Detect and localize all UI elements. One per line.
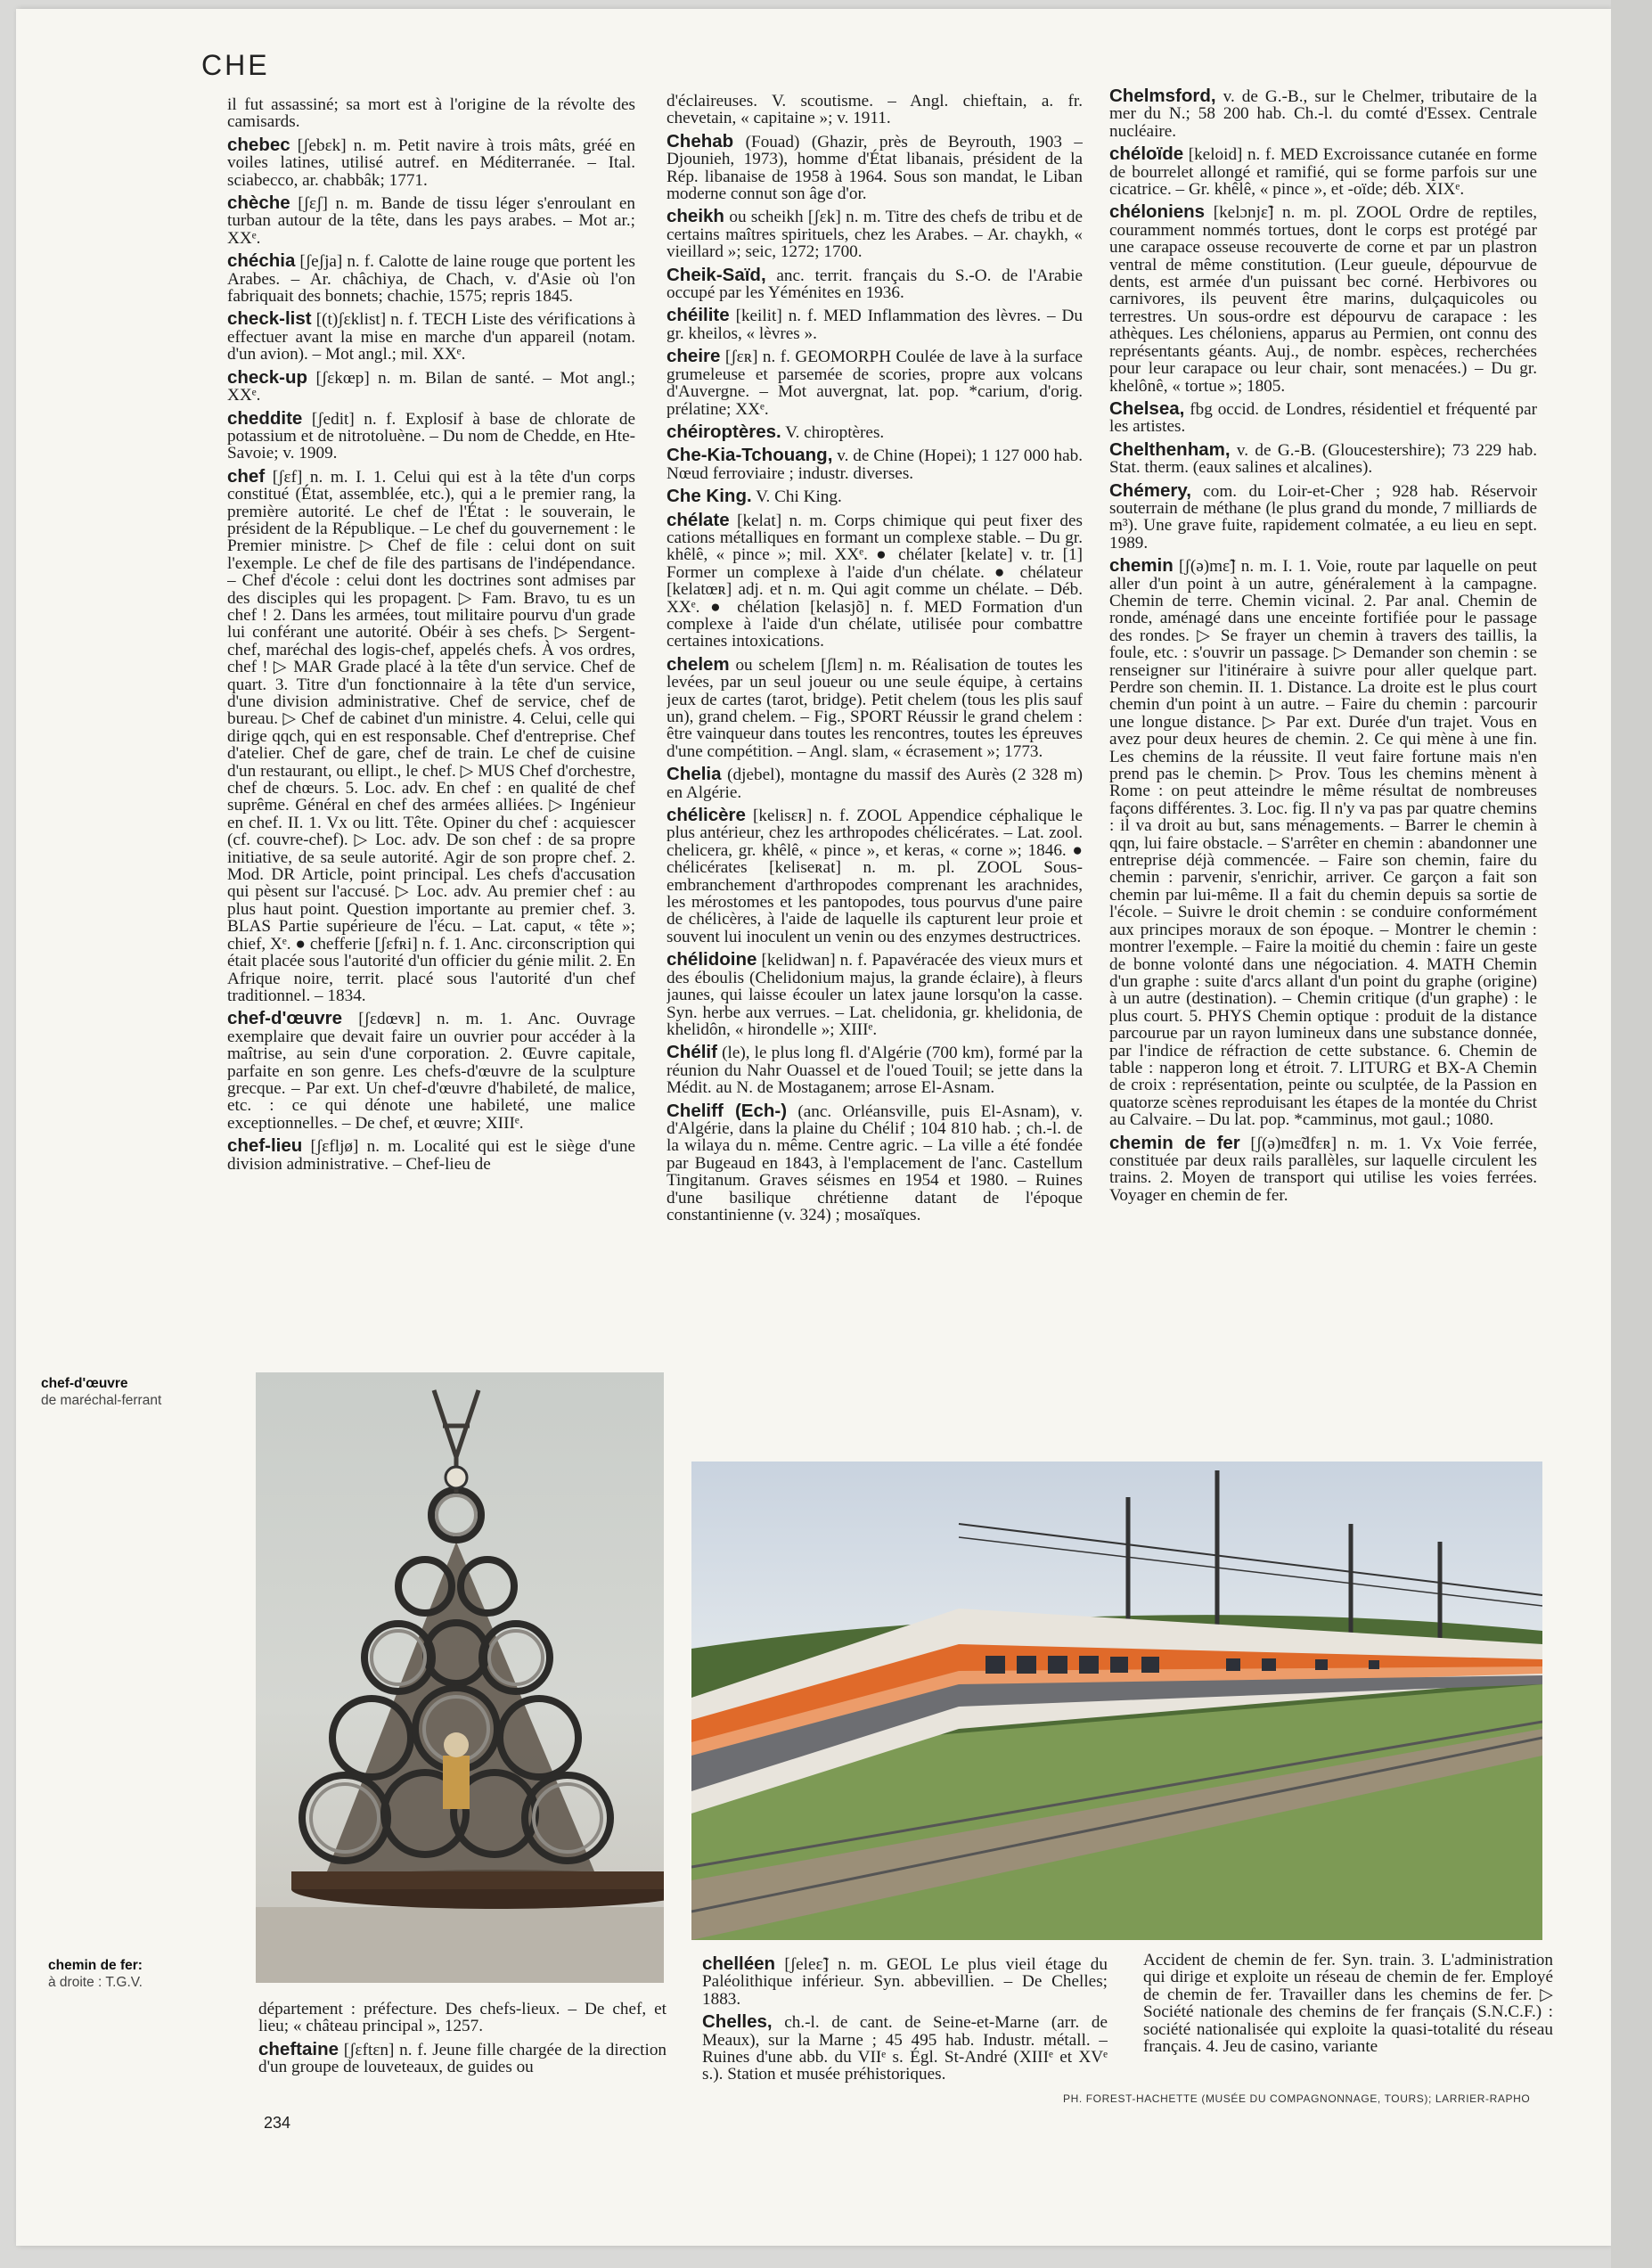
entry-headword: chelem: [667, 653, 730, 675]
entry-definition: com. du Loir-et-Cher ; 928 hab. Réservoir souterrain de méthane (le plus grand du monde, 7 milliards de m³). Une grave fuite, rapidement colmatée, a eu lieu en sept. 1989.: [1109, 481, 1537, 553]
dictionary-entry: [667, 348, 1083, 418]
entry-definition: [ʃebɛk] n. m. Petit navire à trois mâts, gréé en voiles latines, utilisé autref. en Méditerranée. – Ital. sciabecco, ar. chabbâk; 1771.: [227, 135, 635, 190]
entry-definition: (djebel), montagne du massif des Aurès (2 328 m) en Algérie.: [667, 766, 1083, 802]
entry-definition: d'éclaireuses. V. scoutisme. – Angl. chieftain, a. fr. chevetain, « capitaine »; v. 1911.: [667, 93, 1083, 128]
entry-definition: [kelɔnjɛ̃] n. m. pl. ZOOL Ordre de reptiles, couramment nommés tortues, dont le corps est protégé par une carapace osseuse recouverte de corne et par un plastron ventral de même constitution. (Leur gueule, dépourvue de dents, est armée d'un puissant bec corné. Herbivores ou carnivores, ils peuvent être marins, dulçaquicoles ou terrestres. Un sous-ordre est dépourvu de carapace : les athèques. Les chéloniens, apparus au Permien, ont connu des représentants géants. Auj., de nombr. espèces, recherchées pour leur carapace ou leur chair, sont menacées.) – Du gr. khelônê, « tortue »; 1805.: [1109, 203, 1537, 396]
dictionary-entry: [1109, 438, 1537, 478]
running-head: CHE: [201, 49, 270, 81]
entry-headword: cheftaine: [258, 2038, 339, 2059]
entry-definition: il fut assassiné; sa mort est à l'origine de la révolte des camisards.: [227, 96, 635, 132]
entry-definition: [kelisɛʀ] n. f. ZOOL Appendice céphalique le plus antérieur, chez les arthropodes chélicérates. – Lat. zool. chelicera, gr. khêlê, « pince », et keras, « corne »; 1846. ● chélicérates [keliseʀat] n. m. pl. ZOOL Sous-embranchement d'arthropodes comprenant les arachnides, les mérostomes et les pantopodes, tous pourvus d'une paire de chélicères, à l'aide de laquelle ils capturent leur proie et souvent lui inoculent un venin ou des enzymes destructrices.: [667, 806, 1083, 946]
caption-title: chef-d'œuvre: [41, 1376, 128, 1391]
dictionary-entry: [667, 766, 1083, 801]
entry-definition: [(t)ʃɛklist] n. f. TECH Liste des vérifications à effectuer avant la mise en marche d'un appareil (notam. d'un avion). – Mot angl.; mil. XXᵉ.: [227, 310, 635, 364]
bottom-column-2: [702, 1955, 1108, 2084]
dictionary-entry: [227, 1010, 635, 1132]
entry-headword: Chélif: [667, 1042, 717, 1063]
entry-definition: (anc. Orléansville, puis El-Asnam), v. d'Algérie, dans la plaine du Chélif ; 104 810 hab. ; ch.-l. de la wilaya du n. même. Centre agric. – La ville a été fondée par Bugeaud en 1843, à l'emplacement de l'anc. Castellum Tingitanum. Graves séismes en 1954 et 1980. – Ruines d'une basilique chrétienne datant de l'époque constantinienne (v. 324) ; mosaïques.: [667, 1101, 1083, 1224]
entry-definition: [ʃɛʃ] n. m. Bande de tissu léger s'enroulant en turban autour de la tête, dans les pays arabes. – Mot ar.; XXᵉ.: [227, 194, 635, 248]
entry-definition: [keilit] n. f. MED Inflammation des lèvres. – Du gr. kheilos, « lèvres ».: [667, 307, 1083, 343]
dictionary-entry: [227, 465, 635, 1005]
photo-chef-oeuvre: [256, 1372, 664, 1983]
dictionary-entry: [1109, 203, 1537, 394]
entry-definition: V. chiroptères.: [785, 422, 885, 442]
entry-headword: chef-lieu: [227, 1135, 303, 1157]
entry-headword: chélidoine: [667, 949, 757, 970]
entry-headword: Che-Kia-Tchouang,: [667, 445, 833, 466]
caption-chef-oeuvre: [41, 1375, 161, 1409]
entry-headword: chéloniens: [1109, 201, 1206, 223]
dictionary-entry: [227, 310, 635, 363]
dictionary-entry: [667, 266, 1083, 302]
entry-headword: chemin: [1109, 555, 1174, 577]
dictionary-entry: [258, 2038, 667, 2077]
entry-headword: chéilite: [667, 305, 730, 326]
dictionary-entry: [1109, 479, 1537, 553]
entry-definition: Accident de chemin de fer. Syn. train. 3. L'administration qui dirige et exploite un réseau de chemin de fer. Employé de chemin de fer. Travailler dans les chemins de fer. ▷ Société nationale des chemins de fer français (S.N.C.F.) : société nationalisée qui exploite la quasi-totalité du réseau français. 4. Jeu de casino, variante: [1143, 1952, 1553, 2057]
dictionary-entry: [667, 951, 1083, 1038]
dictionary-entry: [667, 806, 1083, 946]
entry-headword: Cheik-Saïd,: [667, 264, 766, 285]
entry-definition: v. de G.-B. (Gloucestershire); 73 229 hab. Stat. therm. (eaux salines et alcalines).: [1109, 440, 1537, 478]
bottom-column-1: [258, 2001, 667, 2099]
entry-headword: cheikh: [667, 206, 724, 227]
entry-definition: [ʃɛdœvʀ] n. m. 1. Anc. Ouvrage exemplaire que devait faire un ouvrier pour accéder à la maîtrise, au sein d'une corporation. 2. Œuvre capitale, parfaite en son genre. Les chefs-d'œuvre de la sculpture grecque. – Par ext. Un chef-d'œuvre d'habileté, de malice, etc. : ce qui dénote une habileté, une malice exceptionnelles. – De chef, et œuvre; XIIIᵉ.: [227, 1010, 635, 1133]
page-number: 234: [264, 2114, 291, 2132]
dictionary-entry: [1109, 145, 1537, 198]
entry-definition: ch.-l. de cant. de Seine-et-Marne (arr. de Meaux), sur la Marne ; 45 495 hab. Industr. métall. – Ruines d'une abb. du VIIᵉ s. Égl. St-André (XIIIᵉ et XVᵉ s.). Station et musée préhistoriques.: [702, 2013, 1108, 2084]
dictionary-entry: [1143, 1952, 1553, 2055]
dictionary-entry: [667, 130, 1083, 204]
photo-credit: PH. FOREST-HACHETTE (MUSÉE DU COMPAGNONNAGE, TOURS); LARRIER-RAPHO: [1063, 2092, 1531, 2105]
dictionary-entry: [667, 446, 1083, 482]
entry-definition: [ʃɛkœp] n. m. Bilan de santé. – Mot angl.; XXᵉ.: [227, 368, 635, 405]
entry-definition: [kelat] n. m. Corps chimique qui peut fixer des cations métalliques en formant un complexe stable. – Du gr. khêlê, « pince »; mil. XXᵉ. ● chélater [kelate] v. tr. [1] Former un complexe à l'aide d'un chélate. ● chélateur [kelatœʀ] adj. et n. m. Qui agit comme un chélate. – Déb. XXᵉ. ● chélation [kelasjõ] n. f. MED Formation d'un complexe à l'aide d'un chélate, utilisée pour combattre certaines intoxications.: [667, 511, 1083, 651]
dictionary-entry: [667, 509, 1083, 651]
entry-headword: check-list: [227, 308, 312, 330]
entry-headword: chélicère: [667, 805, 746, 826]
entry-headword: Chehab: [667, 130, 734, 151]
entry-definition: [ʃ(ə)mɛ̃] n. m. I. 1. Voie, route par laquelle on peut aller d'un point à un autre, généralement à la campagne. Chemin de terre. Chemin vicinal. 2. Par anal. Chemin de ronde, aménagé dans une enceinte fortifiée pour le passage des rondes. ▷ Se frayer un chemin à travers des taillis, la foule, etc. : s'ouvrir un passage. ▷ Demander son chemin : se renseigner sur l'itinéraire à suivre pour aller quelque part. Perdre son chemin. II. 1. Distance. La droite est le plus court chemin d'un point à un autre. – Faire du chemin : parcourir une longue distance. ▷ Par ext. Durée d'un trajet. Vous en avez pour deux heures de chemin. 2. Ce qui mène à une fin. Les chemins de la réussite. Il veut faire fortune mais n'en prend pas le chemin. ▷ Prov. Tous les chemins mènent à Rome : on peut atteindre le même résultat de nombreuses façons différentes. 3. Loc. fig. Il n'y va pas par quatre chemins : il va droit au but, sans ménagements. – Barrer le chemin à qqn, lui faire obstacle. – S'arrêter en chemin : abandonner une entreprise déjà commencée. – Faire son chemin, faire du chemin : parvenir, s'enrichir, arriver. Ce garçon a fait son chemin par lui-même. Il a fait du chemin depuis sa sortie de l'école. – Suivre le droit chemin : se conduire conformément aux principes moraux de son époque. – Montrer le chemin : montrer l'exemple. – Faire la moitié du chemin : faire un geste de bonne volonté dans une négociation. 4. MATH Chemin d'un graphe : suite d'arcs allant d'un point du graphe (origine) à un autre (destination). – Chemin critique (d'un graphe) : le plus court. 5. PHYS Chemin optique : produit de la distance parcourue par un rayon lumineux dans une substance donnée, par l'indice de réfraction de cette substance. 6. Chemin de table : napperon long et étroit. 7. LITURG et BX-A Chemin de croix : représentation, peinte ou sculptée, de la Passion en quatorze scènes reproduisant les étapes de la montée du Christ au Calvaire. – Du lat. pop. *camminus, mot gaul.; 1080.: [1109, 557, 1537, 1130]
dictionary-entry: [227, 407, 635, 463]
page-edge: [1611, 0, 1652, 2268]
entry-definition: [ʃɛʀ] n. f. GEOMORPH Coulée de lave à la surface grumeleuse et parsemée de scories, propre aux volcans d'Auvergne. – Mot auvergnat, lat. pop. *carium, d'orig. prélatine; XXᵉ.: [667, 348, 1083, 419]
dictionary-entry: [227, 194, 635, 247]
entry-headword: cheire: [667, 346, 721, 367]
dictionary-entry: [258, 2001, 667, 2035]
dictionary-entry: [227, 366, 635, 405]
dictionary-entry: [667, 208, 1083, 260]
dictionary-entry: [702, 2013, 1108, 2084]
entry-headword: chef-d'œuvre: [227, 1008, 343, 1029]
dictionary-entry: [227, 1137, 635, 1173]
entry-definition: [ʃɛftɛn] n. f. Jeune fille chargée de la direction d'un groupe de louveteaux, de guides ou: [258, 2040, 667, 2077]
tgv-train-image: [691, 1462, 1542, 1940]
entry-headword: Chelsea,: [1109, 397, 1185, 419]
entry-definition: [ʃeleɛ̃] n. m. GEOL Le plus vieil étage du Paléolithique inférieur. Syn. abbevillien. – De Chelles; 1883.: [702, 1955, 1108, 2009]
entry-headword: chelléen: [702, 1955, 776, 1974]
dictionary-entry: [667, 1102, 1083, 1224]
entry-headword: Che King.: [667, 486, 752, 507]
dictionary-entry: [702, 1955, 1108, 2008]
entry-headword: chéiroptères.: [667, 421, 781, 442]
entry-definition: [ʃɛf] n. m. I. 1. Celui qui est à la tête d'un corps constitué (État, assemblée, etc.), qui a le premier rang, la première autorité. Le chef de l'État : le souverain, le président de la République. – Le chef du gouvernement : le Premier ministre. ▷ Chef de file : celui dont on suit l'exemple. Le chef de file des partisans de l'indépendance. – Chef d'école : celui dont les doctrines sont admises par des disciples qui les propagent. ▷ Fam. Bravo, tu es un chef ! 2. Dans les armées, tout militaire pourvu d'un grade lui conférant une autorité. Obéir à ses chefs. ▷ Sergent-chef, maréchal des logis-chef, appelés chefs. À vos ordres, chef ! ▷ MAR Grade placé à la tête d'un service. Chef de quart. 3. Titre d'un fonctionnaire à la tête d'un service, d'une division administrative. Chef de service, chef de bureau. ▷ Chef de cabinet d'un ministre. 4. Celui, celle qui dirige qqch, qui en est responsable. Chef d'entreprise. Chef d'atelier. Chef de gare, chef de train. Le chef de cuisine d'un restaurant, ou ellipt., le chef. ▷ MUS Chef d'orchestre, chef de chœurs. 5. Loc. adv. En chef : en qualité de chef suprême. Général en chef des armées alliées. ▷ Ingénieur en chef. II. 1. Vx ou litt. Tête. Opiner du chef : acquiescer (cf. couvre-chef). ▷ Loc. adv. De son chef : de sa propre initiative, de sa seule autorité. Agir de son propre chef. 2. Mod. DR Article, point principal. Les chefs d'accusation qui pèsent sur l'accusé. ▷ Loc. adv. Au premier chef : au plus haut point. Question importante au premier chef. 3. BLAS Partie supérieure de l'écu. – Lat. caput, « tête »; chief, Xᵉ. ● chefferie [ʃɛfʀi] n. f. 1. Anc. circonscription qui était placée sous l'autorité d'un officier du génie milit. 2. En Afrique noire, territ. placé sous l'autorité d'un chef traditionnel. – 1834.: [227, 467, 635, 1005]
entry-headword: chèche: [227, 192, 290, 214]
dictionary-entry: [1109, 87, 1537, 140]
caption-subtitle: à droite : T.G.V.: [48, 1975, 143, 1990]
dictionary-entry: [1109, 397, 1537, 437]
caption-subtitle: de maréchal-ferrant: [41, 1393, 162, 1408]
dictionary-entry: [227, 136, 635, 189]
entry-definition: [ʃedit] n. f. Explosif à base de chlorate de potassium et de nitrotoluène. – Du nom de Chedde, en Hte-Savoie; v. 1909.: [227, 409, 635, 463]
entry-definition: ou scheikh [ʃɛk] n. m. Titre des chefs de tribu et de certains maîtres spirituels, chez les Arabes. – Ar. chaykh, « vieillard »; seic, 1272; 1700.: [667, 208, 1083, 262]
entry-definition: [ʃɛfljø] n. m. Localité qui est le siège d'une division administrative. – Chef-lieu de: [227, 1137, 635, 1174]
column-1: [227, 96, 635, 1353]
entry-definition: fbg occid. de Londres, résidentiel et fréquenté par les artistes.: [1109, 399, 1537, 437]
dictionary-entry: [667, 653, 1083, 761]
dictionary-entry: [227, 96, 635, 131]
dictionary-entry: [1109, 557, 1537, 1128]
column-2: [667, 93, 1083, 1456]
entry-headword: chebec: [227, 134, 290, 155]
column-3: [1109, 87, 1537, 1442]
horseshoe-sculpture-image: [256, 1372, 664, 1983]
dictionary-entry: [667, 307, 1083, 342]
dictionary-entry: [227, 252, 635, 305]
caption-chemin-de-fer: [48, 1957, 143, 1991]
entry-definition: [keloid] n. f. MED Excroissance cutanée en forme de bourrelet allongé et ramifié, qui se forme parfois sur une cicatrice. – Gr. khêlê, « pince », et -oïde; déb. XIXᵉ.: [1109, 145, 1537, 200]
dictionary-entry: [667, 487, 1083, 505]
entry-definition: département : préfecture. Des chefs-lieux. – De chef, et lieu; « château principal », 1257.: [258, 2001, 667, 2036]
entry-headword: Chelles,: [702, 2011, 773, 2033]
dictionary-entry: [1109, 1134, 1537, 1205]
dictionary-entry: [667, 93, 1083, 127]
entry-headword: Chémery,: [1109, 479, 1191, 501]
entry-definition: [ʃeʃja] n. f. Calotte de laine rouge que portent les Arabes. – Ar. châchiya, de Chach, v. d'Asie où l'on fabriquait des bonnets; chachie, 1575; repris 1845.: [227, 252, 635, 307]
entry-definition: anc. territ. français du S.-O. de l'Arabie occupé par les Yéménites en 1936.: [667, 266, 1083, 303]
bottom-column-3: [1143, 1952, 1553, 2085]
entry-headword: Chelthenham,: [1109, 438, 1231, 460]
entry-definition: v. de Chine (Hopei); 1 127 000 hab. Nœud ferroviaire ; industr. diverses.: [667, 446, 1083, 483]
entry-headword: cheddite: [227, 407, 303, 429]
entry-headword: chéchia: [227, 250, 296, 272]
entry-headword: check-up: [227, 366, 307, 388]
entry-definition: [kelidwan] n. f. Papavéracée des vieux murs et des éboulis (Chelidonium majus, la grande éclaire), à fleurs jaunes, qui laisse écouler un latex jaune lorsqu'on la casse. Syn. herbe aux verrues. – Lat. chelidonia, gr. khelidonia, de khelidôn, « hirondelle »; XIIIᵉ.: [667, 951, 1083, 1039]
entry-definition: v. de G.-B., sur le Chelmer, tributaire de la mer du N.; 58 200 hab. Ch.-l. du comté d'Essex. Centrale nucléaire.: [1109, 87, 1537, 141]
dictionary-entry: [667, 1044, 1083, 1096]
entry-headword: Chelmsford,: [1109, 87, 1216, 106]
photo-tgv: [691, 1462, 1542, 1940]
entry-headword: chemin de fer: [1109, 1132, 1240, 1153]
entry-headword: chef: [227, 465, 266, 487]
dictionary-entry: [667, 423, 1083, 441]
entry-headword: Cheliff (Ech-): [667, 1100, 788, 1121]
entry-definition: [ʃ(ə)mɛ̃dfɛʀ] n. m. 1. Vx Voie ferrée, constituée par deux rails parallèles, sur laquelle circulent les trains. 2. Moyen de transport qui utilise les voies ferrées. Voyager en chemin de fer.: [1109, 1134, 1537, 1205]
entry-headword: chéloïde: [1109, 143, 1184, 165]
entry-headword: Chelia: [667, 764, 722, 785]
entry-headword: chélate: [667, 509, 730, 530]
entry-definition: V. Chi King.: [756, 487, 842, 507]
entry-definition: ou schelem [ʃlɛm] n. m. Réalisation de toutes les levées, par un seul joueur ou une seule équipe, à certains jeux de cartes (tarot, bridge). Petit chelem (tous les plis sauf un), grand chelem. – Fig., SPORT Réussir le grand chelem : être vainqueur dans toutes les rencontres, toutes les épreuves d'une compétition. – Angl. slam, « écrasement »; 1773.: [667, 655, 1083, 761]
entry-definition: (le), le plus long fl. d'Algérie (700 km), formé par la réunion du Nahr Ouassel et de l'oued Touil; se jette dans la Médit. au N. de Mostaganem; arrose El-Asnam.: [667, 1044, 1083, 1098]
entry-definition: (Fouad) (Ghazir, près de Beyrouth, 1903 – Djounieh, 1973), homme d'État libanais, président de la Rép. libanaise de 1958 à 1964. Sous son mandat, le Liban moderne connut son âge d'or.: [667, 132, 1083, 204]
caption-title: chemin de fer:: [48, 1958, 143, 1973]
